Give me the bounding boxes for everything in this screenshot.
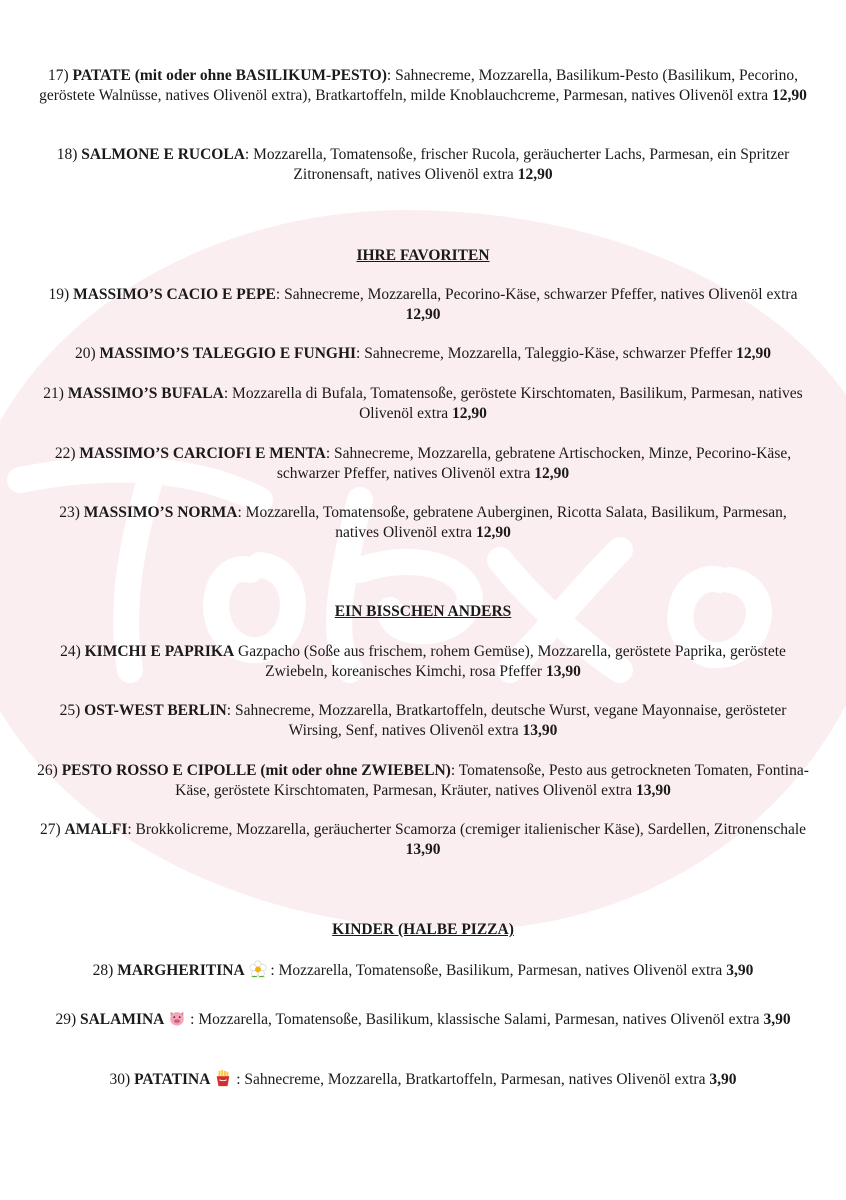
price: 12,90 [475, 524, 511, 541]
section-heading-anders: EIN BISSCHEN ANDERS [334, 603, 512, 620]
price: 13,90 [522, 722, 558, 739]
dish-name: MARGHERITINA [117, 962, 245, 979]
dish-name: PATATINA [134, 1071, 211, 1088]
menu-item-29: 29) SALAMINA : Mozzarella, Tomatensoße, Basilikum, klassische Salami, Parmesan, natives Olivenöl extra 3,90 [55, 1011, 791, 1028]
dish-name: KIMCHI E PAPRIKA [84, 643, 235, 660]
section-heading-kinder: KINDER (HALBE PIZZA) [332, 921, 514, 938]
dish-name: SALAMINA [79, 1011, 165, 1028]
menu-item-21: 21) MASSIMO’S BUFALA: Mozzarella di Bufala, Tomatensoße, geröstete Kirschtomaten, Basilikum, Parmesan, natives Olivenöl extra 12,90 [43, 385, 803, 422]
menu-item-28: 28) MARGHERITINA : Mozzarella, Tomatensoße, Basilikum, Parmesan, natives Olivenöl extra 3,90 [92, 962, 754, 979]
dish-name: OST-WEST BERLIN [84, 702, 227, 719]
dish-name: MASSIMO’S BUFALA [67, 385, 224, 402]
section-heading-favoriten: IHRE FAVORITEN [356, 247, 490, 264]
menu-item-18: 18) SALMONE E RUCOLA: Mozzarella, Tomatensoße, frischer Rucola, geräucherter Lachs, Parmesan, ein Spritzer Zitronensaft, natives Olivenöl extra 12,90 [56, 146, 790, 183]
price: 3,90 [763, 1011, 791, 1028]
menu-item-24: 24) KIMCHI E PAPRIKA Gazpacho (Soße aus frischem, rohem Gemüse), Mozzarella, geröstete Paprika, geröstete Zwiebeln, koreanisches Kimchi, rosa Pfeffer 13,90 [60, 643, 786, 680]
price: 12,90 [405, 306, 441, 323]
dish-name: MASSIMO’S NORMA [83, 504, 238, 521]
price: 13,90 [635, 782, 671, 799]
price: 12,90 [736, 345, 771, 362]
dish-name: MASSIMO’S TALEGGIO E FUNGHI [99, 345, 357, 362]
menu-item-20: 20) MASSIMO’S TALEGGIO E FUNGHI: Sahnecreme, Mozzarella, Taleggio-Käse, schwarzer Pfeffer 12,90 [74, 345, 771, 362]
price: 12,90 [452, 405, 487, 422]
flower-icon [249, 960, 267, 978]
price: 12,90 [772, 87, 807, 104]
dish-name: PESTO ROSSO E CIPOLLE (mit oder ohne ZWIEBELN) [61, 762, 451, 779]
menu-item-27: 27) AMALFI: Brokkolicreme, Mozzarella, geräucherter Scamorza (cremiger italienischer Käse), Sardellen, Zitronenschale 13,90 [39, 821, 807, 858]
menu-item-22: 22) MASSIMO’S CARCIOFI E MENTA: Sahnecreme, Mozzarella, gebratene Artischocken, Minze, Pecorino-Käse, schwarzer Pfeffer, natives Olivenöl extra 12,90 [54, 445, 792, 482]
menu-item-19: 19) MASSIMO’S CACIO E PEPE: Sahnecreme, Mozzarella, Pecorino-Käse, schwarzer Pfeffer, natives Olivenöl extra 12,90 [48, 286, 798, 323]
menu-item-17: 17) PATATE (mit oder ohne BASILIKUM-PESTO): Sahnecreme, Mozzarella, Basilikum-Pesto (Basilikum, Pecorino, geröstete Walnüsse, natives Olivenöl extra), Bratkartoffeln, milde Knoblauchcreme, Parmesan, natives Olivenöl extra 12,90 [39, 67, 807, 104]
menu-item-26: 26) PESTO ROSSO E CIPOLLE (mit oder ohne ZWIEBELN): Tomatensoße, Pesto aus getrockneten Tomaten, Fontina-Käse, geröstete Kirschtomaten, Parmesan, Kräuter, natives Olivenöl extra 13,90 [37, 762, 809, 799]
dish-name: MASSIMO’S CACIO E PEPE [73, 286, 276, 303]
dish-name: SALMONE E RUCOLA [81, 146, 245, 163]
dish-name: PATATE (mit oder ohne BASILIKUM-PESTO) [72, 67, 387, 84]
french-fries-icon [214, 1069, 232, 1087]
price: 12,90 [534, 465, 570, 482]
menu-item-23: 23) MASSIMO’S NORMA: Mozzarella, Tomatensoße, gebratene Auberginen, Ricotta Salata, Basilikum, Parmesan, natives Olivenöl extra 12,90 [59, 504, 787, 541]
price: 3,90 [709, 1071, 737, 1088]
pig-face-icon [168, 1009, 186, 1027]
menu-item-30: 30) PATATINA : Sahnecreme, Mozzarella, Bratkartoffeln, Parmesan, natives Olivenöl extra 3,90 [109, 1071, 737, 1088]
price: 13,90 [545, 663, 581, 680]
dish-name: MASSIMO’S CARCIOFI E MENTA [79, 445, 326, 462]
dish-name: AMALFI [64, 821, 128, 838]
price: 13,90 [405, 841, 441, 858]
price: 3,90 [726, 962, 754, 979]
menu-item-25: 25) OST-WEST BERLIN: Sahnecreme, Mozzarella, Bratkartoffeln, deutsche Wurst, vegane Mayonnaise, gerösteter Wirsing, Senf, natives Olivenöl extra 13,90 [59, 702, 787, 739]
price: 12,90 [517, 166, 553, 183]
